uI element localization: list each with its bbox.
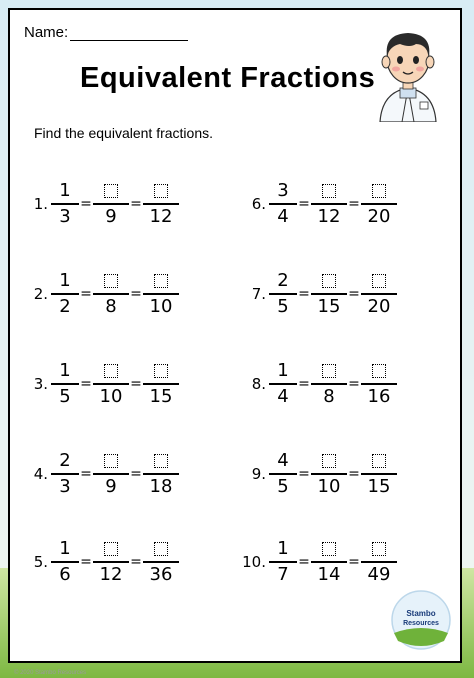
problem-number: 6. (251, 194, 266, 213)
given-fraction (269, 180, 297, 228)
answer-box-numerator[interactable] (104, 364, 118, 378)
answer-box-numerator[interactable] (322, 542, 336, 556)
denominator: 10 (99, 385, 123, 407)
equivalent-fraction-2 (361, 538, 397, 586)
denominator: 12 (317, 205, 341, 227)
given-fraction (51, 270, 79, 318)
denominator: 2 (59, 295, 71, 317)
equals-sign: = (298, 553, 310, 570)
name-field (24, 24, 188, 41)
equals-sign: = (298, 465, 310, 482)
equivalent-fraction-1 (311, 450, 347, 498)
equivalent-fraction-1 (311, 538, 347, 586)
denominator: 6 (59, 563, 71, 585)
given-fraction (269, 538, 297, 586)
name-label: Name: (24, 24, 69, 41)
name-line[interactable] (70, 26, 188, 41)
answer-box-numerator[interactable] (372, 274, 386, 288)
given-fraction (269, 270, 297, 318)
equals-sign: = (348, 285, 360, 302)
given-fraction (51, 180, 79, 228)
equivalent-fraction-2 (143, 360, 179, 408)
scientist-boy-icon (370, 26, 446, 122)
denominator: 15 (317, 295, 341, 317)
denominator: 5 (277, 295, 289, 317)
denominator: 7 (277, 563, 289, 585)
equals-sign: = (80, 553, 92, 570)
equivalent-fraction-2 (361, 360, 397, 408)
answer-box-numerator[interactable] (372, 184, 386, 198)
equivalent-fraction-1 (93, 538, 129, 586)
denominator: 14 (317, 563, 341, 585)
equivalent-fraction-1 (93, 180, 129, 228)
denominator: 3 (59, 205, 71, 227)
equals-sign: = (80, 285, 92, 302)
answer-box-numerator[interactable] (322, 274, 336, 288)
denominator: 5 (277, 475, 289, 497)
logo-line1: Stambo (406, 609, 436, 618)
equals-sign: = (298, 375, 310, 392)
logo-line2: Resources (403, 620, 439, 627)
equals-sign: = (80, 465, 92, 482)
problem-number: 8. (251, 374, 266, 393)
denominator: 10 (317, 475, 341, 497)
denominator: 10 (149, 295, 173, 317)
equals-sign: = (298, 195, 310, 212)
equivalent-fraction-2 (143, 538, 179, 586)
equals-sign: = (130, 285, 142, 302)
equivalent-fraction-1 (93, 360, 129, 408)
problem-1 (24, 180, 179, 228)
given-fraction (51, 538, 79, 586)
equivalent-fraction-1 (311, 270, 347, 318)
problem-number: 3. (33, 374, 48, 393)
denominator: 12 (99, 563, 123, 585)
answer-box-numerator[interactable] (372, 454, 386, 468)
worksheet (8, 8, 462, 663)
stambo-resources-logo (390, 589, 452, 651)
answer-box-numerator[interactable] (322, 184, 336, 198)
equivalent-fraction-1 (93, 270, 129, 318)
denominator: 5 (59, 385, 71, 407)
answer-box-numerator[interactable] (154, 274, 168, 288)
equivalent-fraction-2 (361, 270, 397, 318)
equivalent-fraction-2 (361, 450, 397, 498)
equals-sign: = (130, 195, 142, 212)
answer-box-numerator[interactable] (154, 454, 168, 468)
denominator: 12 (149, 205, 173, 227)
page-title: Equivalent Fractions (80, 62, 376, 94)
problem-number: 2. (33, 284, 48, 303)
equals-sign: = (348, 375, 360, 392)
problem-number: 7. (251, 284, 266, 303)
given-fraction (51, 450, 79, 498)
denominator: 15 (367, 475, 391, 497)
denominator: 49 (367, 563, 391, 585)
numerator: 1 (277, 360, 289, 381)
problem-number: 10. (242, 552, 266, 571)
answer-box-numerator[interactable] (154, 364, 168, 378)
answer-box-numerator[interactable] (104, 184, 118, 198)
problem-number: 9. (251, 464, 266, 483)
numerator: 1 (59, 180, 71, 201)
denominator: 9 (105, 475, 117, 497)
answer-box-numerator[interactable] (104, 274, 118, 288)
equivalent-fraction-2 (143, 450, 179, 498)
numerator: 1 (59, 538, 71, 559)
equivalent-fraction-2 (143, 270, 179, 318)
instruction-text: Find the equivalent fractions. (34, 125, 213, 141)
numerator: 2 (277, 270, 289, 291)
problem-8 (242, 360, 397, 408)
equivalent-fraction-1 (311, 180, 347, 228)
equivalent-fraction-1 (311, 360, 347, 408)
equivalent-fraction-1 (93, 450, 129, 498)
given-fraction (269, 360, 297, 408)
denominator: 9 (105, 205, 117, 227)
numerator: 1 (59, 270, 71, 291)
problem-4 (24, 450, 179, 498)
answer-box-numerator[interactable] (104, 542, 118, 556)
equals-sign: = (298, 285, 310, 302)
problem-2 (24, 270, 179, 318)
given-fraction (269, 450, 297, 498)
equals-sign: = (130, 375, 142, 392)
answer-box-numerator[interactable] (372, 364, 386, 378)
equals-sign: = (80, 195, 92, 212)
copyright-footer: © 2020 Stambo Resources (14, 670, 87, 676)
problem-number: 4. (33, 464, 48, 483)
equals-sign: = (130, 465, 142, 482)
answer-box-numerator[interactable] (154, 542, 168, 556)
denominator: 15 (149, 385, 173, 407)
denominator: 4 (277, 385, 289, 407)
denominator: 20 (367, 295, 391, 317)
numerator: 2 (59, 450, 71, 471)
answer-box-numerator[interactable] (372, 542, 386, 556)
denominator: 36 (149, 563, 173, 585)
problem-9 (242, 450, 397, 498)
answer-box-numerator[interactable] (154, 184, 168, 198)
answer-box-numerator[interactable] (322, 454, 336, 468)
equals-sign: = (348, 553, 360, 570)
numerator: 1 (277, 538, 289, 559)
given-fraction (51, 360, 79, 408)
equals-sign: = (348, 195, 360, 212)
denominator: 8 (323, 385, 335, 407)
problem-3 (24, 360, 179, 408)
denominator: 3 (59, 475, 71, 497)
numerator: 1 (59, 360, 71, 381)
numerator: 3 (277, 180, 289, 201)
problem-6 (242, 180, 397, 228)
equivalent-fraction-2 (361, 180, 397, 228)
problem-number: 5. (33, 552, 48, 571)
problem-7 (242, 270, 397, 318)
answer-box-numerator[interactable] (322, 364, 336, 378)
problem-5 (24, 538, 179, 586)
problem-number: 1. (33, 194, 48, 213)
equivalent-fraction-2 (143, 180, 179, 228)
equals-sign: = (80, 375, 92, 392)
denominator: 16 (367, 385, 391, 407)
equals-sign: = (130, 553, 142, 570)
denominator: 20 (367, 205, 391, 227)
denominator: 18 (149, 475, 173, 497)
numerator: 4 (277, 450, 289, 471)
answer-box-numerator[interactable] (104, 454, 118, 468)
problem-10 (242, 538, 397, 586)
equals-sign: = (348, 465, 360, 482)
denominator: 8 (105, 295, 117, 317)
denominator: 4 (277, 205, 289, 227)
